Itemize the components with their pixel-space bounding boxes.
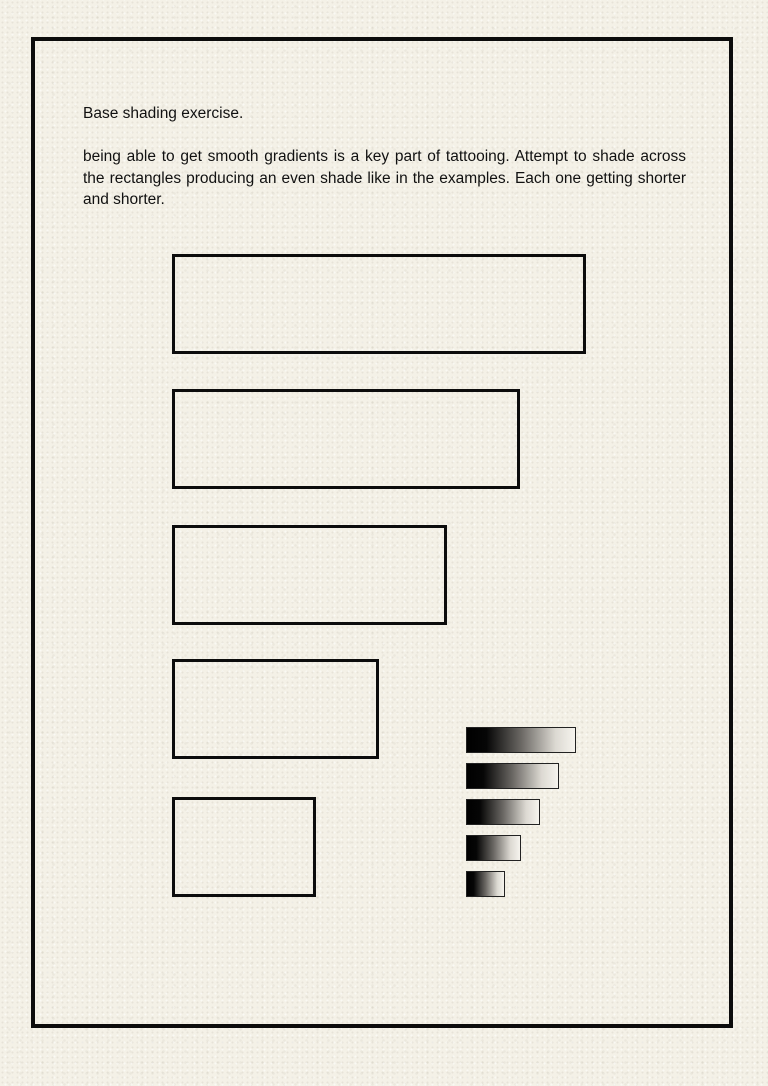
gradient-fill: [467, 728, 575, 752]
gradient-fill: [467, 872, 504, 896]
gradient-fill: [467, 836, 520, 860]
shaded-example-bar-1: [466, 727, 576, 753]
gradient-fill: [467, 764, 558, 788]
shaded-example-bar-3: [466, 799, 540, 825]
practice-rectangle-2: [172, 389, 520, 489]
shaded-example-bar-5: [466, 871, 505, 897]
practice-rectangle-4: [172, 659, 379, 759]
shaded-example-bar-4: [466, 835, 521, 861]
worksheet-heading: Base shading exercise.: [83, 105, 244, 122]
practice-rectangle-1: [172, 254, 586, 354]
shaded-example-bar-2: [466, 763, 559, 789]
practice-rectangle-3: [172, 525, 447, 625]
gradient-fill: [467, 800, 539, 824]
worksheet-instructions: being able to get smooth gradients is a key part of tattooing. Attempt to shade across the rectangles producing an even shade like in the examples. Each one getting shorter and shorter.: [83, 148, 686, 208]
practice-rectangle-5: [172, 797, 316, 897]
